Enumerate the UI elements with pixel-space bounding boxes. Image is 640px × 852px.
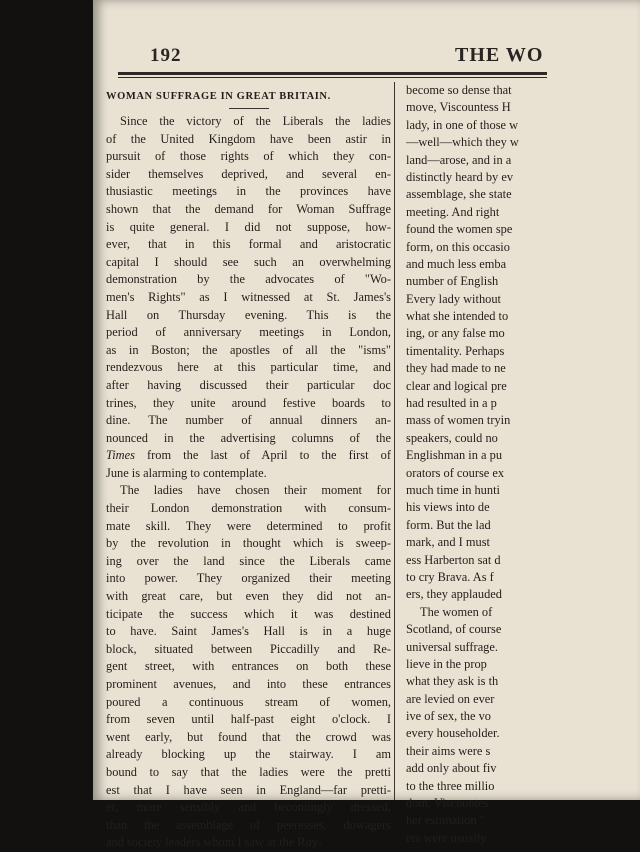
right-column-line: had resulted in a p (406, 396, 497, 411)
right-column-line: meeting. And right (406, 204, 500, 219)
right-column-line: are levied on ever (406, 691, 495, 706)
article-line: to have. Saint James's Hall is in a huge (106, 624, 391, 639)
article-line: thusiastic meetings in the provinces have (106, 184, 391, 199)
right-column-line: timentality. Perhaps (406, 343, 505, 358)
article-line: Times from the last of April to the first of (106, 448, 391, 463)
article-line: of the United Kingdom have been astir in (106, 131, 391, 146)
right-column-line: dom. Viscountes (406, 796, 489, 811)
right-column-line: orators of course ex (406, 465, 505, 480)
right-column-line: add only about fiv (406, 761, 497, 776)
right-column-line: ers, they applauded (406, 587, 502, 602)
right-column (406, 82, 556, 847)
right-column-line: move, Viscountess H (406, 100, 511, 115)
right-column-line: distinctly heard by ev (406, 169, 514, 184)
right-column-line: their aims were s (406, 743, 491, 758)
article-line: already blocking up the stairway. I am (106, 747, 391, 762)
header-rule (118, 72, 547, 75)
masthead-title: THE WO (455, 44, 544, 66)
right-column-line: number of English (406, 274, 499, 289)
right-column-line: ing, or any false mo (406, 326, 505, 341)
article-body (106, 113, 391, 852)
article-line: as in Boston; the apostles of all the "isms" (106, 342, 391, 357)
article-line: went early, but found that the crowd was (106, 729, 391, 744)
article-line: er, more sensibly and becomingly dressed, (106, 800, 391, 815)
article-line: prominent avenues, and into these entrances (106, 677, 391, 691)
right-column-line: what she intended to (406, 309, 509, 324)
right-column-line: every householder. (406, 726, 500, 741)
right-column-line: —well—which they w (406, 135, 519, 150)
article-line: with great care, but even they did not an- (106, 589, 391, 604)
right-column-line: clear and logical pre (406, 378, 507, 393)
right-column-line: mark, and I must (406, 535, 490, 550)
article-line: Hall on Thursday evening. This is the (106, 307, 391, 322)
article-line: nounced in the advertising columns of the (106, 430, 391, 445)
right-column-line: lady, in one of those w (406, 117, 519, 132)
article-line: est that I have seen in England—far pretti- (106, 782, 391, 797)
right-column-line: and much less emba (406, 256, 507, 271)
article-line: than the assemblage of peeresses, dowagers (106, 817, 391, 832)
right-column-line: they had made to ne (406, 361, 506, 376)
page-number: 192 (150, 45, 182, 66)
article-line: ing over the land since the Liberals came (106, 553, 391, 568)
right-column-line: lieve in the prop (406, 656, 487, 671)
article-line: shown that the demand for Woman Suffrage (106, 201, 391, 216)
right-column-line: his views into de (406, 500, 490, 515)
article-line: The ladies have chosen their moment for (120, 483, 391, 498)
article-line: trines, they unite around festive boards to (106, 395, 391, 410)
right-column-line: form. But the lad (406, 517, 491, 532)
right-column-line: mass of women tryin (406, 413, 511, 428)
article-line: period of anniversary meetings in London, (106, 325, 391, 340)
article-line: is quite general. I did not suppose, how- (106, 219, 391, 234)
column-divider (394, 82, 395, 800)
headline-rule (229, 108, 269, 109)
article-line: poured a continuous stream of women, (106, 694, 391, 709)
article-line: into power. They organized their meeting (106, 571, 391, 586)
right-column-line: Every lady without (406, 291, 501, 306)
right-column-line: assemblage, she state (406, 187, 512, 202)
article-line: pursuit of those rights of which they con- (106, 149, 391, 164)
right-column-line: Scotland, of course (406, 622, 502, 637)
article-line: their London demonstration with consum- (106, 501, 391, 516)
article-line: dine. The number of annual dinners an- (106, 413, 391, 428)
article-line: ticipate the success which it was destined (106, 606, 391, 621)
article-line: from seven until half-past eight o'clock. I (106, 712, 391, 727)
right-column-line: The women of (420, 604, 493, 619)
right-column-body (406, 82, 556, 847)
article-line: men's Rights" as I witnessed at St. James's (106, 289, 391, 304)
right-column-line: her estimation " (406, 813, 485, 828)
article-line: demonstration by the advocates of "Wo- (106, 272, 391, 287)
right-column-line: ers were usually (406, 830, 487, 845)
right-column-line: to the three millio (406, 778, 495, 793)
right-column-line: ess Harberton sat d (406, 552, 501, 567)
article-line: June is alarming to contemplate. (106, 465, 267, 480)
article-line: capital I should see such an overwhelming (106, 254, 391, 269)
right-column-line: become so dense that (406, 83, 512, 97)
article-line: after having discussed their particular doc (106, 377, 391, 392)
right-column-line: Englishman in a pu (406, 448, 503, 463)
article-line: gent street, with entrances on both these (106, 659, 391, 674)
article-line: sider themselves deprived, and several en- (106, 166, 391, 181)
right-column-line: form, on this occasio (406, 239, 510, 254)
article-line: block, situated between Piccadilly and Re- (106, 641, 391, 656)
right-column-line: found the women spe (406, 222, 513, 237)
article-line: ever, that in this formal and aristocratic (106, 237, 391, 252)
right-column-line: to cry Brava. As f (406, 569, 494, 584)
article-line: rendezvous here at this particular time, and (106, 360, 391, 375)
article-line: Since the victory of the Liberals the ladies (120, 114, 391, 128)
header-rule-thin (118, 77, 547, 78)
article-line: bound to say that the ladies were the pretti (106, 764, 391, 779)
right-column-line: speakers, could no (406, 430, 498, 445)
right-column-line: what they ask is th (406, 674, 499, 689)
right-column-line: much time in hunti (406, 482, 500, 497)
article-column (106, 90, 391, 852)
right-column-line: universal suffrage. (406, 639, 498, 654)
article-headline: WOMAN SUFFRAGE IN GREAT BRITAIN. (106, 91, 331, 102)
right-column-line: ive of sex, the vo (406, 709, 491, 724)
article-line: mate skill. They were determined to profit (106, 518, 391, 533)
article-line: and society leaders whom I saw at the Roy- (106, 835, 323, 850)
right-column-line: land—arose, and in a (406, 152, 512, 167)
article-line: by the revolution in thought which is sweep- (106, 536, 391, 551)
